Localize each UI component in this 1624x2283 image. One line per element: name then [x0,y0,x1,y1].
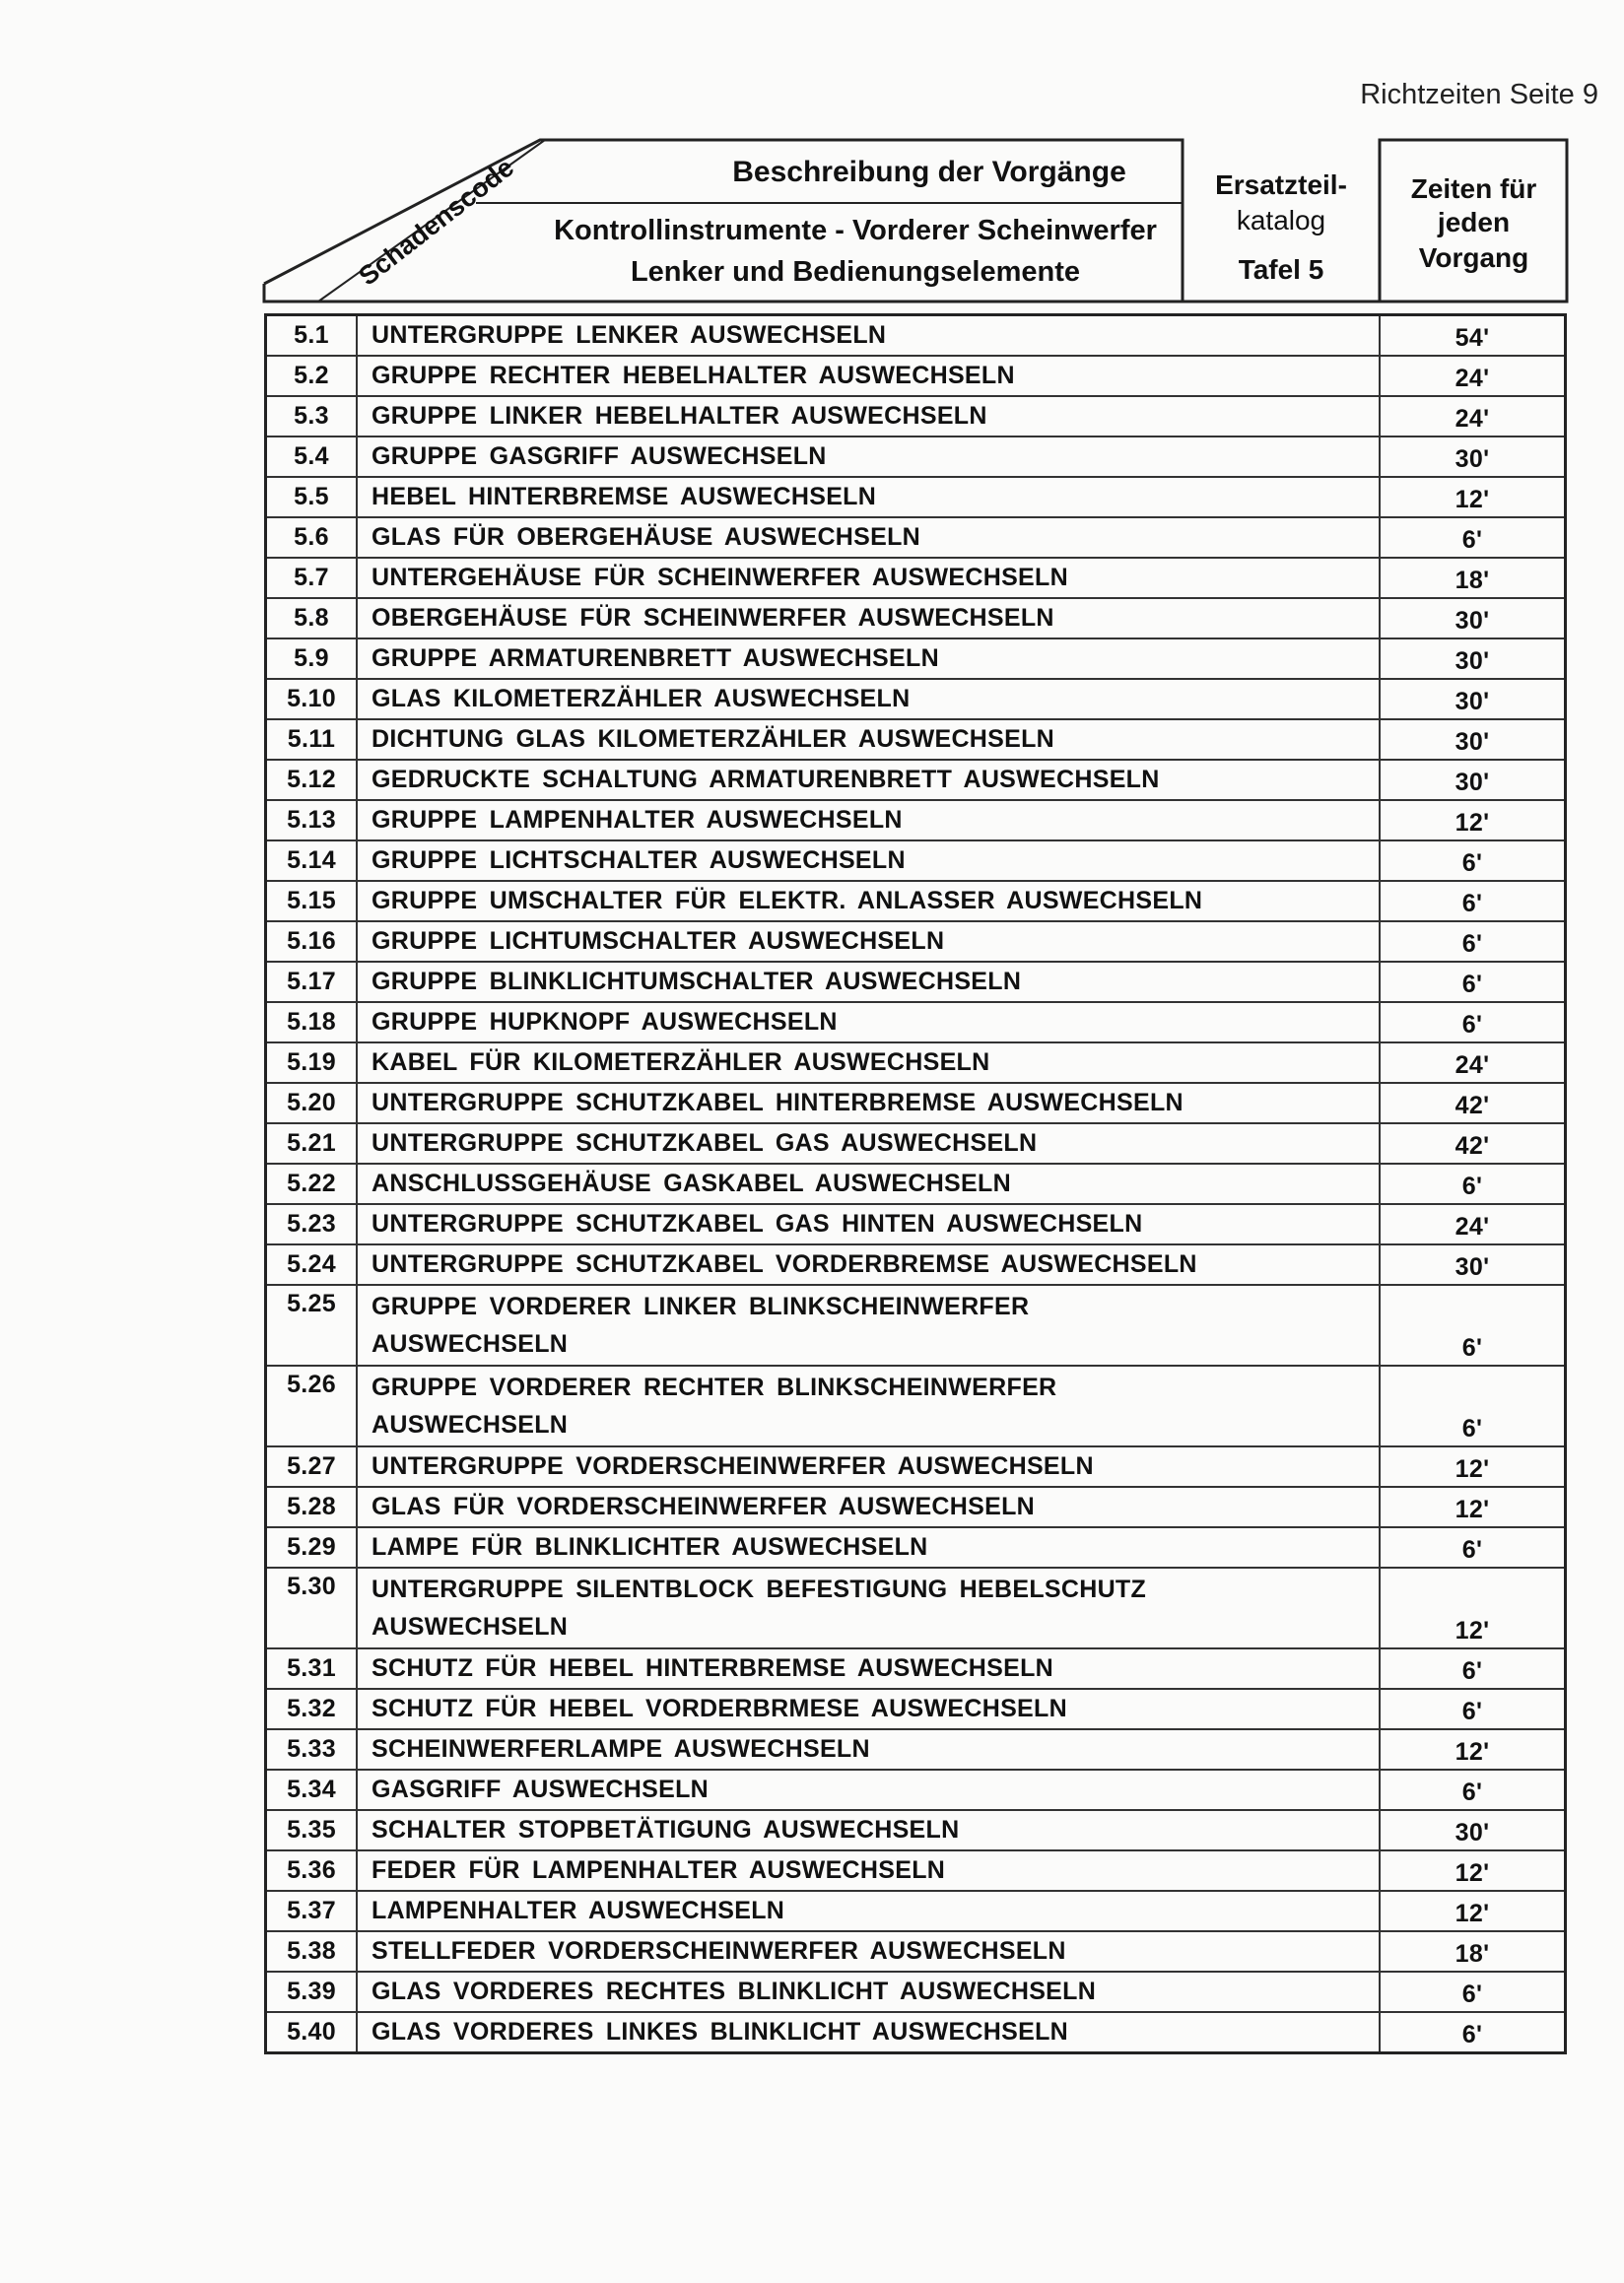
table-row [266,1972,1566,2012]
row-code: 5.8 [266,598,358,638]
row-description-line: GRUPPE LICHTUMSCHALTER AUSWECHSELN [372,927,945,955]
row-description [357,881,1380,921]
catalog-line-2: katalog [1236,205,1326,235]
row-time: 54' [1380,315,1566,357]
subtitle-line-2: Lenker und Bedienungselemente [630,256,1081,288]
row-code: 5.14 [266,840,358,881]
row-code: 5.34 [266,1770,358,1810]
row-time: 12' [1380,1891,1566,1931]
table-row [266,477,1566,517]
table-row [266,1648,1566,1689]
row-description [357,800,1380,840]
row-code: 5.4 [266,436,358,477]
table-row [266,1527,1566,1568]
row-description [357,1244,1380,1285]
row-code: 5.19 [266,1042,358,1083]
row-description-line: GRUPPE VORDERER LINKER BLINKSCHEINWERFER [372,1293,1030,1320]
table-row [266,1123,1566,1164]
row-description-line: GLAS FÜR OBERGEHÄUSE AUSWECHSELN [372,523,921,551]
table-row [266,396,1566,436]
table-row [266,1204,1566,1244]
row-description [357,1729,1380,1770]
row-code: 5.31 [266,1648,358,1689]
row-description-line: AUSWECHSELN [372,1330,569,1358]
table-row [266,598,1566,638]
row-code: 5.30 [266,1568,358,1648]
table-header [264,138,1567,303]
row-code: 5.35 [266,1810,358,1850]
table-row [266,1083,1566,1123]
row-description [357,1083,1380,1123]
row-description-line: GRUPPE BLINKLICHTUMSCHALTER AUSWECHSELN [372,968,1022,995]
row-code: 5.15 [266,881,358,921]
row-time: 12' [1380,1487,1566,1527]
row-description-line: GRUPPE LICHTSCHALTER AUSWECHSELN [372,846,906,874]
subtitle-line-1: Kontrollinstrumente - Vorderer Scheinwerfer [554,215,1157,246]
row-description [357,679,1380,719]
row-description-line: GRUPPE HUPKNOPF AUSWECHSELN [372,1008,838,1036]
row-description-line: UNTERGRUPPE SCHUTZKABEL VORDERBREMSE AUSWECHSELN [372,1250,1197,1278]
table-row [266,517,1566,558]
row-code: 5.26 [266,1366,358,1446]
row-description [357,1770,1380,1810]
row-description [357,760,1380,800]
row-code: 5.11 [266,719,358,760]
row-description [357,1568,1380,1648]
row-description-line: GLAS VORDERES RECHTES BLINKLICHT AUSWECHSELN [372,1978,1097,2005]
row-code: 5.10 [266,679,358,719]
row-description [357,1204,1380,1244]
row-description [357,1931,1380,1972]
row-code: 5.37 [266,1891,358,1931]
row-time: 6' [1380,1770,1566,1810]
row-description-line: GLAS VORDERES LINKES BLINKLICHT AUSWECHSELN [372,2018,1068,2046]
row-description [357,1446,1380,1487]
row-time: 30' [1380,1244,1566,1285]
row-code: 5.2 [266,356,358,396]
row-time: 6' [1380,1648,1566,1689]
row-time: 6' [1380,1285,1566,1366]
table-row [266,2012,1566,2053]
row-time: 12' [1380,1850,1566,1891]
row-description [357,1891,1380,1931]
row-description-line: ANSCHLUSSGEHÄUSE GASKABEL AUSWECHSELN [372,1170,1011,1197]
times-line-1: Zeiten für [1410,173,1537,204]
table-row [266,760,1566,800]
row-code: 5.17 [266,962,358,1002]
row-description-line: GLAS FÜR VORDERSCHEINWERFER AUSWECHSELN [372,1493,1036,1520]
row-time: 18' [1380,1931,1566,1972]
row-time: 6' [1380,1366,1566,1446]
row-description [357,356,1380,396]
row-time: 6' [1380,1164,1566,1204]
table-row [266,840,1566,881]
row-code: 5.28 [266,1487,358,1527]
row-description-line: GASGRIFF AUSWECHSELN [372,1776,710,1803]
row-description-line: LAMPENHALTER AUSWECHSELN [372,1897,785,1924]
row-description [357,1002,1380,1042]
row-description-line: GRUPPE ARMATURENBRETT AUSWECHSELN [372,644,939,672]
row-description-line: DICHTUNG GLAS KILOMETERZÄHLER AUSWECHSELN [372,725,1055,753]
table-row [266,638,1566,679]
table-row [266,315,1566,357]
table-row [266,1042,1566,1083]
row-description [357,1164,1380,1204]
row-time: 6' [1380,2012,1566,2053]
table-row [266,1002,1566,1042]
row-description [357,1648,1380,1689]
row-description [357,1042,1380,1083]
table-row [266,1931,1566,1972]
row-time: 6' [1380,881,1566,921]
row-time: 18' [1380,558,1566,598]
table-row [266,1366,1566,1446]
row-description-line: STELLFEDER VORDERSCHEINWERFER AUSWECHSELN [372,1937,1066,1965]
table-row [266,1285,1566,1366]
row-code: 5.1 [266,315,358,357]
row-description [357,1972,1380,2012]
table-row [266,1446,1566,1487]
table-row [266,719,1566,760]
row-description [357,1850,1380,1891]
row-description [357,962,1380,1002]
row-description [357,1487,1380,1527]
row-description-line: UNTERGRUPPE LENKER AUSWECHSELN [372,321,887,349]
row-description-line: GRUPPE LINKER HEBELHALTER AUSWECHSELN [372,402,987,430]
row-description-line: AUSWECHSELN [372,1411,569,1439]
operations-table [264,313,1567,2054]
row-time: 6' [1380,962,1566,1002]
row-time: 42' [1380,1083,1566,1123]
row-code: 5.16 [266,921,358,962]
table-row [266,881,1566,921]
row-description-line: UNTERGRUPPE SILENTBLOCK BEFESTIGUNG HEBELSCHUTZ [372,1576,1147,1603]
row-description [357,1123,1380,1164]
description-title: Beschreibung der Vorgänge [732,156,1126,188]
row-description-line: UNTERGEHÄUSE FÜR SCHEINWERFER AUSWECHSELN [372,564,1068,591]
row-description [357,1810,1380,1850]
table-row [266,1164,1566,1204]
row-description [357,598,1380,638]
table-row [266,962,1566,1002]
row-code: 5.32 [266,1689,358,1729]
row-code: 5.20 [266,1083,358,1123]
table-row [266,800,1566,840]
row-description-line: GRUPPE GASGRIFF AUSWECHSELN [372,442,827,470]
row-time: 12' [1380,477,1566,517]
table-row [266,558,1566,598]
row-description-line: SCHALTER STOPBETÄTIGUNG AUSWECHSELN [372,1816,960,1844]
table-row [266,679,1566,719]
row-time: 12' [1380,800,1566,840]
table-row [266,1770,1566,1810]
row-description-line: FEDER FÜR LAMPENHALTER AUSWECHSELN [372,1856,946,1884]
row-time: 6' [1380,840,1566,881]
table-row [266,921,1566,962]
table-row [266,1810,1566,1850]
row-description-line: GRUPPE VORDERER RECHTER BLINKSCHEINWERFER [372,1374,1057,1401]
row-description-line: AUSWECHSELN [372,1613,569,1641]
row-time: 12' [1380,1568,1566,1648]
times-line-2: jeden [1437,207,1511,237]
row-code: 5.29 [266,1527,358,1568]
row-time: 30' [1380,719,1566,760]
row-description-line: GRUPPE RECHTER HEBELHALTER AUSWECHSELN [372,362,1015,389]
row-description-line: UNTERGRUPPE SCHUTZKABEL GAS AUSWECHSELN [372,1129,1038,1157]
row-description [357,396,1380,436]
row-description [357,1366,1380,1446]
row-code: 5.33 [266,1729,358,1770]
row-description [357,436,1380,477]
row-time: 30' [1380,1810,1566,1850]
row-code: 5.13 [266,800,358,840]
row-description-line: HEBEL HINTERBREMSE AUSWECHSELN [372,483,877,510]
row-description-line: UNTERGRUPPE SCHUTZKABEL GAS HINTEN AUSWECHSELN [372,1210,1143,1238]
row-description-line: SCHEINWERFERLAMPE AUSWECHSELN [372,1735,870,1763]
row-time: 24' [1380,1042,1566,1083]
row-time: 6' [1380,1689,1566,1729]
row-description-line: KABEL FÜR KILOMETERZÄHLER AUSWECHSELN [372,1048,990,1076]
row-description [357,315,1380,357]
row-time: 30' [1380,638,1566,679]
row-code: 5.27 [266,1446,358,1487]
row-description-line: UNTERGRUPPE VORDERSCHEINWERFER AUSWECHSELN [372,1452,1094,1480]
page-label: Richtzeiten Seite 9 [1360,79,1598,110]
row-description [357,1527,1380,1568]
row-code: 5.21 [266,1123,358,1164]
row-code: 5.5 [266,477,358,517]
damage-code-label: Schadenscode [353,152,520,292]
row-description-line: LAMPE FÜR BLINKLICHTER AUSWECHSELN [372,1533,928,1561]
table-row [266,1891,1566,1931]
table-row [266,1850,1566,1891]
row-description [357,840,1380,881]
row-description [357,719,1380,760]
row-code: 5.24 [266,1244,358,1285]
row-time: 24' [1380,1204,1566,1244]
row-code: 5.6 [266,517,358,558]
row-time: 30' [1380,436,1566,477]
row-code: 5.18 [266,1002,358,1042]
table-row [266,1689,1566,1729]
row-description-line: GEDRUCKTE SCHALTUNG ARMATURENBRETT AUSWECHSELN [372,766,1160,793]
row-description-line: GRUPPE LAMPENHALTER AUSWECHSELN [372,806,903,834]
row-code: 5.7 [266,558,358,598]
row-code: 5.25 [266,1285,358,1366]
row-code: 5.36 [266,1850,358,1891]
row-code: 5.39 [266,1972,358,2012]
row-description-line: SCHUTZ FÜR HEBEL VORDERBRMESE AUSWECHSELN [372,1695,1067,1722]
row-code: 5.12 [266,760,358,800]
row-description [357,921,1380,962]
row-description-line: GLAS KILOMETERZÄHLER AUSWECHSELN [372,685,911,712]
row-description [357,1285,1380,1366]
row-time: 24' [1380,396,1566,436]
times-line-3: Vorgang [1418,242,1529,273]
table-row [266,436,1566,477]
table-row [266,1568,1566,1648]
row-time: 6' [1380,517,1566,558]
table-row [266,1244,1566,1285]
row-description [357,638,1380,679]
row-time: 42' [1380,1123,1566,1164]
row-time: 6' [1380,1527,1566,1568]
row-code: 5.23 [266,1204,358,1244]
table-row [266,356,1566,396]
row-description [357,477,1380,517]
row-time: 6' [1380,921,1566,962]
table-row [266,1729,1566,1770]
row-description-line: UNTERGRUPPE SCHUTZKABEL HINTERBREMSE AUSWECHSELN [372,1089,1184,1116]
row-time: 30' [1380,760,1566,800]
row-time: 30' [1380,598,1566,638]
row-description-line: GRUPPE UMSCHALTER FÜR ELEKTR. ANLASSER AUSWECHSELN [372,887,1203,914]
row-description-line: OBERGEHÄUSE FÜR SCHEINWERFER AUSWECHSELN [372,604,1054,632]
row-description [357,517,1380,558]
table-row [266,1487,1566,1527]
row-description [357,558,1380,598]
row-time: 24' [1380,356,1566,396]
row-description [357,1689,1380,1729]
row-code: 5.9 [266,638,358,679]
row-time: 30' [1380,679,1566,719]
row-code: 5.3 [266,396,358,436]
row-description [357,2012,1380,2053]
catalog-line-1: Ersatzteil- [1215,169,1347,200]
row-time: 6' [1380,1972,1566,2012]
row-time: 12' [1380,1446,1566,1487]
row-time: 6' [1380,1002,1566,1042]
row-code: 5.38 [266,1931,358,1972]
row-code: 5.40 [266,2012,358,2053]
catalog-line-3: Tafel 5 [1238,254,1324,285]
row-code: 5.22 [266,1164,358,1204]
row-time: 12' [1380,1729,1566,1770]
row-description-line: SCHUTZ FÜR HEBEL HINTERBREMSE AUSWECHSELN [372,1654,1054,1682]
